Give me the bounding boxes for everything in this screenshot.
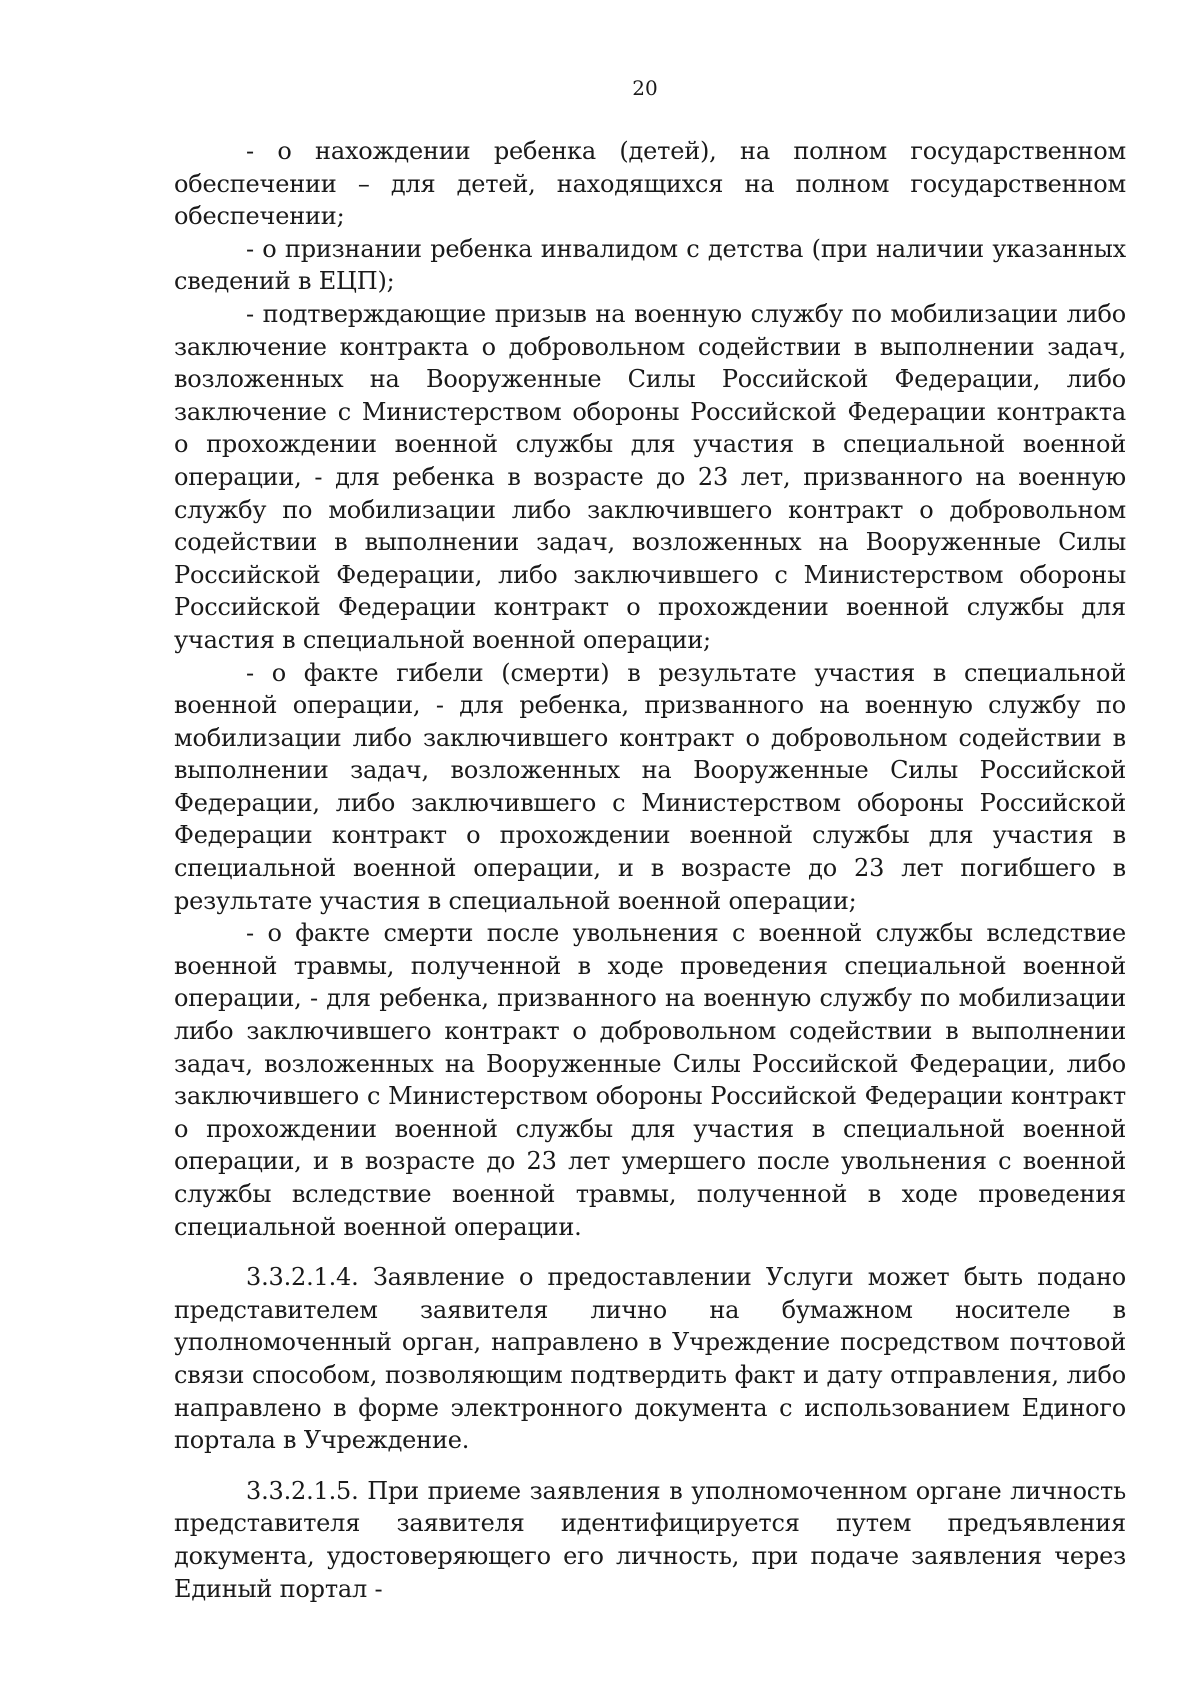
paragraph-mobilization-contract: - подтверждающие призыв на военную службу по мобилизации либо заключение контракта о добровольном содействии в выполнении задач, возложенных на Вооруженные Силы Российской Федерации, либо заключение с Министерством обороны Российской Федерации контракта о прохождении военной службы для участия в специальной военной операции, - для ребенка в возрасте до 23 лет, призванного на военную службу по мобилизации либо заключившего контракт о добровольном содействии в выполнении задач, возложенных на Вооруженные Силы Российской Федерации, либо заключившего с Министерством обороны Российской Федерации контракт о прохождении военной службы для участия в специальной военной операции; (174, 299, 1126, 654)
document-body (174, 135, 1126, 1605)
paragraph-3-3-2-1-4: 3.3.2.1.4. Заявление о предоставлении Услуги может быть подано представителем заявителя лично на бумажном носителе в уполномоченный орган, направлено в Учреждение посредством почтовой связи способом, позволяющим подтвердить факт и дату отправления, либо направлено в форме электронного документа с использованием Единого портала в Учреждение. (174, 1263, 1126, 1455)
paragraph-disability-status: - о признании ребенка инвалидом с детства (при наличии указанных сведений в ЕЦП); (174, 234, 1126, 296)
paragraph-full-state-support: - о нахождении ребенка (детей), на полном государственном обеспечении – для детей, находящихся на полном государственном обеспечении; (174, 137, 1126, 231)
paragraph-death-after-discharge: - о факте смерти после увольнения с военной службы вследствие военной травмы, полученной в ходе проведения специальной военной операции, - для ребенка, призванного на военную службу по мобилизации либо заключившего контракт о добровольном содействии в выполнении задач, возложенных на Вооруженные Силы Российской Федерации, либо заключившего с Министерством обороны Российской Федерации контракт о прохождении военной службы для участия в специальной военной операции, и в возрасте до 23 лет умершего после увольнения с военной службы вследствие военной травмы, полученной в ходе проведения специальной военной операции. (174, 919, 1126, 1241)
page-number: 20 (632, 76, 658, 100)
paragraph-3-3-2-1-5: 3.3.2.1.5. При приеме заявления в уполномоченном органе личность представителя заявителя идентифицируется путем предъявления документа, удостоверяющего его личность, при подаче заявления через Единый портал - (174, 1476, 1126, 1603)
paragraph-death-in-operation: - о факте гибели (смерти) в результате участия в специальной военной операции, - для ребенка, призванного на военную службу по мобилизации либо заключившего контракт о добровольном содействии в выполнении задач, возложенных на Вооруженные Силы Российской Федерации, либо заключившего с Министерством обороны Российской Федерации контракт о прохождении военной службы для участия в специальной военной операции, и в возрасте до 23 лет погибшего в результате участия в специальной военной операции; (174, 658, 1126, 915)
